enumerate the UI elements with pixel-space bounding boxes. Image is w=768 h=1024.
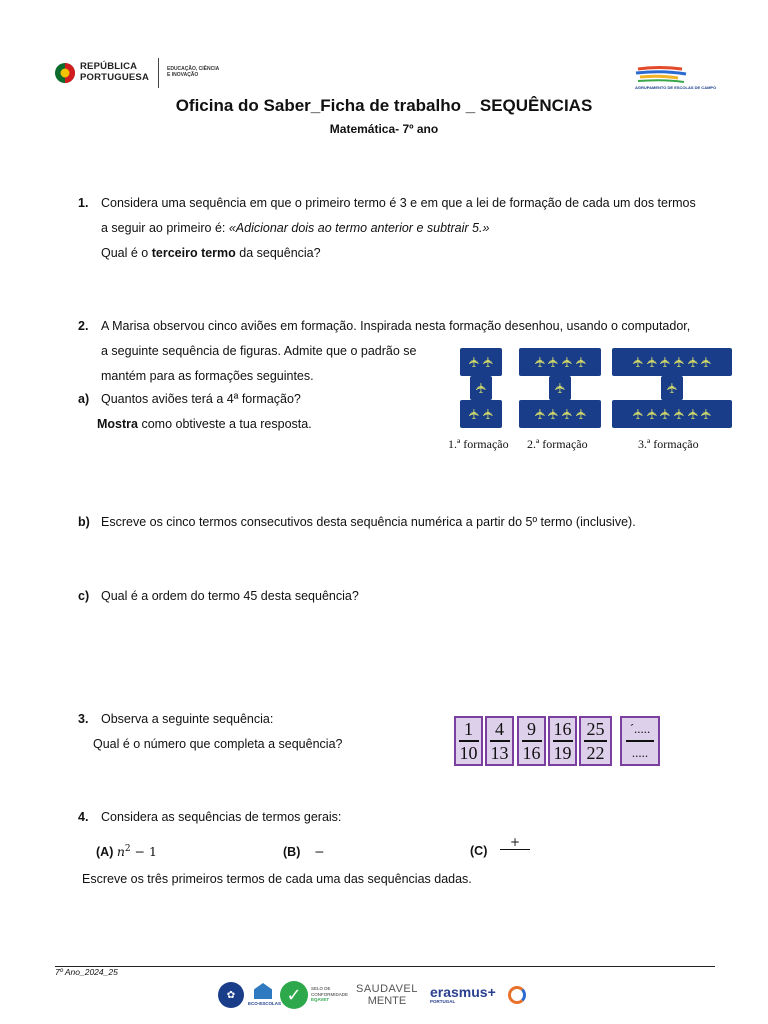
airplane-icon: ✈ xyxy=(663,382,680,394)
q4-line1: Considera as sequências de termos gerais: xyxy=(101,810,342,824)
q1-line3-bold: terceiro termo xyxy=(151,246,236,260)
fraction-box xyxy=(454,716,483,766)
formation-3-bottom xyxy=(612,400,732,428)
eqavet-check-icon: ✓ xyxy=(280,981,308,1009)
q4-b-expr: − xyxy=(314,844,325,859)
fraction-box xyxy=(548,716,577,766)
q3-number: 3. xyxy=(78,712,89,726)
fraction-box xyxy=(517,716,546,766)
eco-escolas-logo xyxy=(248,983,280,1009)
mente-label: MENTE xyxy=(367,995,407,1007)
agrupamento-text: AGRUPAMENTO DE ESCOLAS DE CAMPO xyxy=(635,85,717,90)
airplane-icon: ✈ xyxy=(558,356,575,368)
fraction-numerator: 25 xyxy=(586,719,605,740)
fraction-numerator: 16 xyxy=(553,719,572,740)
q2a-show-bold: Mostra xyxy=(97,417,138,431)
airplane-icon: ✈ xyxy=(531,356,548,368)
q4-a-label: (A) xyxy=(96,845,114,860)
q2c-label: c) xyxy=(78,589,90,603)
q2-line1: A Marisa observou cinco aviões em formação. Inspirada nesta formação desenhou, usando o computador, xyxy=(101,319,691,333)
eco-label: ECO-ESCOLAS xyxy=(248,1001,282,1006)
saudavel-mente-logo xyxy=(356,983,418,1007)
caption-formation-3: 3.ª formação xyxy=(638,437,699,451)
fraction-bar xyxy=(553,740,573,742)
fraction-numerator: 4 xyxy=(495,719,504,740)
q2a-text: Quantos aviões terá a 4ª formação? xyxy=(101,392,301,406)
airplane-icon: ✈ xyxy=(698,408,715,420)
airplane-icon: ✈ xyxy=(479,408,496,420)
formation-1-mid xyxy=(470,376,492,400)
formation-3-mid xyxy=(661,376,683,400)
q4-a-exp: 2 xyxy=(124,844,131,854)
fraction-bar xyxy=(522,740,542,742)
agrupamento-logo xyxy=(632,66,728,92)
q2c-text: Qual é a ordem do termo 45 desta sequência? xyxy=(101,589,359,603)
airplane-icon: ✈ xyxy=(558,408,575,420)
airplane-icon: ✈ xyxy=(472,382,489,394)
q4-option-a xyxy=(96,844,157,859)
q1-rule: «Adicionar dois ao termo anterior e subtrair 5.» xyxy=(228,221,490,235)
formation-2-bottom xyxy=(519,400,601,428)
fraction-bar xyxy=(459,740,479,742)
airplane-icon: ✈ xyxy=(684,408,701,420)
q1-line3-prefix: Qual é o xyxy=(101,246,152,260)
q2b-label: b) xyxy=(78,515,90,529)
erasmus-label: erasmus+ xyxy=(430,984,496,1000)
ministry-line1: EDUCAÇÃO, CIÊNCIA xyxy=(167,66,220,72)
ministry-label xyxy=(167,66,219,78)
selo-label xyxy=(311,986,348,1003)
q3-line2: Qual é o número que completa a sequência? xyxy=(93,737,343,751)
eco-flag-icon xyxy=(254,983,272,999)
airplane-icon: ✈ xyxy=(629,408,646,420)
selo-line1: SELO DE xyxy=(311,986,331,991)
airplane-icon: ✈ xyxy=(698,356,715,368)
airplane-icon: ✈ xyxy=(643,408,660,420)
formation-2-mid xyxy=(549,376,571,400)
airplane-icon: ✈ xyxy=(466,356,483,368)
page-subtitle: Matemática- 7º ano xyxy=(329,122,439,136)
ministry-line2: E INOVAÇÃO xyxy=(167,72,199,78)
q4-b-label: (B) xyxy=(283,845,301,859)
footer-logos xyxy=(218,981,528,1011)
fraction-numerator: ´..... xyxy=(629,721,651,737)
airplane-icon: ✈ xyxy=(643,356,660,368)
fraction-denominator: 16 xyxy=(522,742,541,763)
q4-option-c xyxy=(470,844,487,858)
q4-c-label: (C) xyxy=(470,844,488,858)
caption-formation-1: 1.ª formação xyxy=(448,437,509,451)
formation-2-top xyxy=(519,348,601,376)
fraction-denominator: ..... xyxy=(631,744,649,760)
republica-line1: REPÚBLICA xyxy=(80,61,138,72)
fraction-denominator: 22 xyxy=(586,742,605,763)
q2-line3: mantém para as formações seguintes. xyxy=(101,369,314,383)
formation-1-top xyxy=(460,348,502,376)
q4-c-fraction xyxy=(500,836,530,850)
q2a-show-rest: como obtiveste a tua resposta. xyxy=(137,417,312,431)
airplane-icon: ✈ xyxy=(551,382,568,394)
q4-c-numerator: + xyxy=(509,835,521,849)
footer-label: 7º Ano_2024_25 xyxy=(55,967,118,977)
airplane-icon: ✈ xyxy=(479,356,496,368)
fraction-numerator: 9 xyxy=(527,719,536,740)
fraction-bar xyxy=(584,740,607,742)
q2b-text: Escreve os cinco termos consecutivos desta sequência numérica a partir do 5º termo (inclusive). xyxy=(101,515,636,529)
footer-divider xyxy=(55,966,715,967)
fraction-box xyxy=(620,716,660,766)
school-seal-icon: ✿ xyxy=(218,982,244,1008)
saudavel-label: SAUDAVEL xyxy=(356,983,418,995)
fraction-box xyxy=(579,716,612,766)
fraction-denominator: 19 xyxy=(553,742,572,763)
fraction-denominator: 10 xyxy=(459,742,478,763)
airplane-icon: ✈ xyxy=(466,408,483,420)
airplane-icon: ✈ xyxy=(670,356,687,368)
q1-line2 xyxy=(101,221,489,235)
q1-line2-prefix: a seguir ao primeiro é: xyxy=(101,221,229,235)
fraction-bar xyxy=(490,740,510,742)
q2a-label: a) xyxy=(78,392,90,406)
q4-a-rest: − 1 xyxy=(130,844,158,860)
erasmus-portugal: PORTUGAL xyxy=(430,999,456,1004)
airplane-icon: ✈ xyxy=(657,408,674,420)
page-title: Oficina do Saber_Ficha de trabalho _ SEQUÊNCIAS xyxy=(175,96,593,115)
selo-line2: CONFORMIDADE xyxy=(311,991,348,997)
formation-1-bottom xyxy=(460,400,502,428)
erasmus-swirl-icon xyxy=(508,986,526,1004)
q4-number: 4. xyxy=(78,810,89,824)
airplane-icon: ✈ xyxy=(545,356,562,368)
fraction-bar xyxy=(626,740,655,742)
q3-line1: Observa a seguinte sequência: xyxy=(101,712,274,726)
caption-formation-2: 2.ª formação xyxy=(527,437,588,451)
airplane-icon: ✈ xyxy=(545,408,562,420)
q2-number: 2. xyxy=(78,319,89,333)
q4-c-fraction-bar xyxy=(500,849,530,850)
q2a-show xyxy=(97,417,312,431)
q1-line3-suffix: da sequência? xyxy=(235,246,321,260)
fraction-denominator: 13 xyxy=(490,742,509,763)
republica-line2: PORTUGUESA xyxy=(80,72,150,83)
eqavet-label: EQAVET xyxy=(311,997,330,1002)
formation-3-top xyxy=(612,348,732,376)
q2-line2: a seguinte sequência de figuras. Admite que o padrão se xyxy=(101,344,417,358)
airplane-icon: ✈ xyxy=(670,408,687,420)
airplane-icon: ✈ xyxy=(629,356,646,368)
agrupamento-stripes-icon xyxy=(634,66,694,84)
airplane-icon: ✈ xyxy=(572,408,589,420)
fraction-box xyxy=(485,716,514,766)
q4-option-b xyxy=(283,844,325,859)
q4-a-base: n xyxy=(116,844,125,860)
q1-line1: Considera uma sequência em que o primeiro termo é 3 e em que a lei de formação de cada um dos termos xyxy=(101,196,696,210)
header-divider xyxy=(158,58,159,88)
airplane-icon: ✈ xyxy=(572,356,589,368)
airplane-icon: ✈ xyxy=(657,356,674,368)
q1-line3 xyxy=(101,246,321,260)
fraction-numerator: 1 xyxy=(464,719,473,740)
airplane-icon: ✈ xyxy=(531,408,548,420)
q1-number: 1. xyxy=(78,196,89,210)
erasmus-logo xyxy=(430,985,496,1004)
republica-logo xyxy=(54,58,164,88)
q4-line2: Escreve os três primeiros termos de cada uma das sequências dadas. xyxy=(82,872,472,886)
portugal-shield-icon xyxy=(54,60,76,86)
airplane-icon: ✈ xyxy=(684,356,701,368)
